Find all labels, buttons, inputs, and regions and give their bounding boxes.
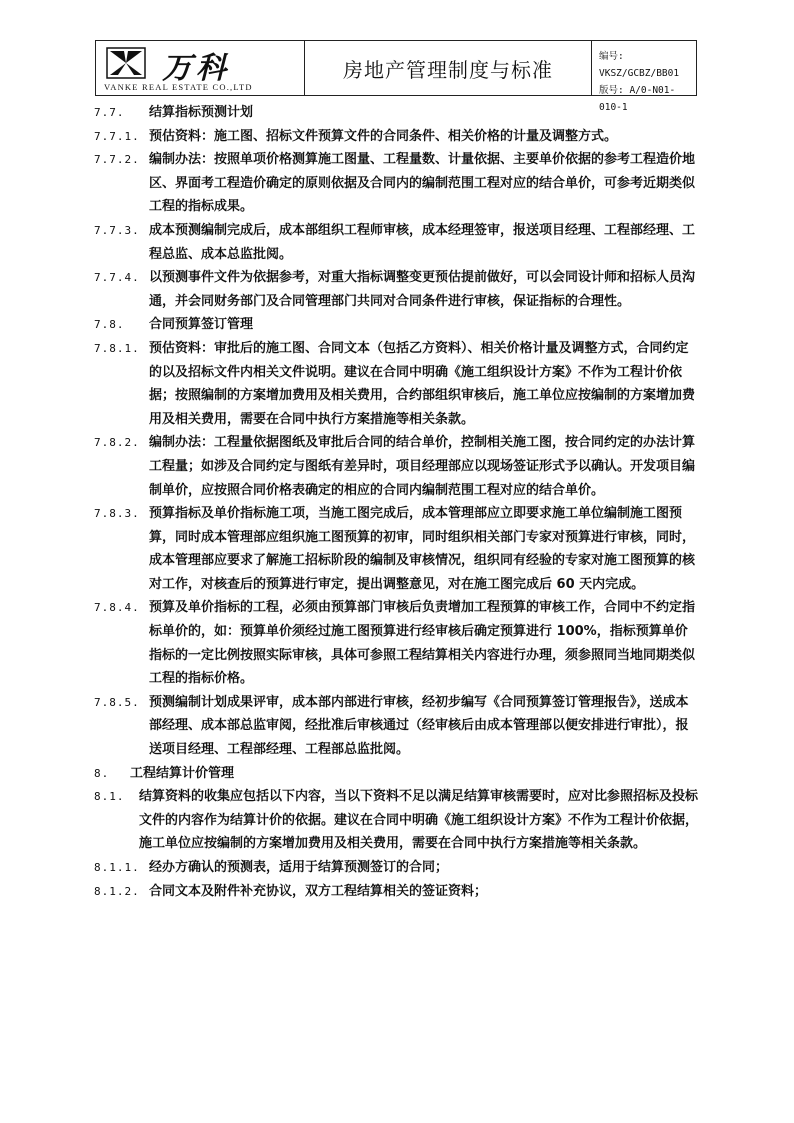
document-meta (592, 41, 696, 113)
clause-text: 预测编制计划成果评审，成本部内部进行审核，经初步编写《合同预算签订管理报告》，送成本部经理、成本部总监审阅，经批准后审核通过（经审核后由成本管理部以便安排进行审批），报送项目经理、工程部经理、工程部总监批阅。 (149, 694, 689, 758)
clause (94, 785, 700, 856)
clause-number: 8.1.2. (94, 884, 140, 898)
section-number: 7.8. (94, 318, 125, 332)
clause-number: 7.8.1. (94, 341, 140, 355)
clause (94, 219, 700, 266)
clause-number: 7.7.3. (94, 223, 140, 237)
clause-number: 7.7.1. (94, 129, 140, 143)
clause-number: 7.8.2. (94, 436, 140, 450)
clause-text: 预算指标及单价指标施工项，当施工图完成后，成本管理部应立即要求施工单位编制施工图预算，同时成本管理部应组织施工图预算的初审，同时组织相关部门专家对预算进行审核，同时，成本管理部应要求了解施工招标阶段的编制及审核情况，组织同有经验的专家对施工图预算的核对工作，对核查后的预算进行审定，提出调整意见，对在施工图完成后 60 天内完成。 (149, 506, 696, 592)
chapter-number: 8. (94, 766, 110, 780)
clause-text: 成本预测编制完成后，成本部组织工程师审核，成本经理签审，报送项目经理、工程部经理、工程总监、成本总监批阅。 (149, 222, 696, 262)
clause (94, 148, 700, 219)
clause-number: 7.7.4. (94, 271, 140, 285)
clause (94, 125, 700, 149)
clause-text: 编制办法：按照单项价格测算施工图量、工程量数、计量依据、主要单价依据的参考工程造价地区、界面考工程造价确定的原则依据及合同内的编制范围工程对应的结合单价，可参考近期类似工程的指标成果。 (149, 152, 696, 215)
clause-text: 编制办法：工程量依据图纸及审批后合同的结合单价，控制相关施工图，按合同约定的办法计算工程量；如涉及合同约定与图纸有差异时，项目经理部应以现场签证形式予以确认。开发项目编制单价，应按照合同价格表确定的相应的合同内编制范围工程对应的结合单价。 (149, 435, 696, 498)
clause (94, 856, 700, 880)
document-body (94, 101, 700, 903)
clause (94, 596, 700, 690)
section-text: 结算指标预测计划 (149, 105, 254, 120)
clause-text: 合同文本及附件补充协议，双方工程结算相关的签证资料； (149, 883, 488, 899)
document-version: 版号: A/0-N01-010-1 (599, 85, 676, 113)
chapter-text: 工程结算计价管理 (130, 765, 235, 781)
chapter-heading (94, 762, 700, 786)
document-code: 编号: VKSZ/GCBZ/BB01 (599, 51, 680, 79)
company-logo (96, 41, 305, 95)
clause (94, 431, 700, 502)
logo-english-name: VANKE REAL ESTATE CO.,LTD (104, 82, 253, 92)
clause (94, 502, 700, 596)
clause-text: 预算及单价指标的工程，必须由预算部门审核后负责增加工程预算的审核工作，合同中不约定指标单价的，如：预算单价须经过施工图预算进行经审核后确定预算进行 100%，指标预算单价指标的一定比例按照实际审核，具体可参照工程结算相关内容进行办理，须参照同当地同期类似工程的指标价格。 (149, 600, 696, 687)
logo-chinese-name: 万科 (162, 51, 230, 86)
section-heading (94, 101, 700, 125)
clause-number: 8.1.1. (94, 861, 140, 874)
clause (94, 337, 700, 431)
clause-text: 以预测事件文件为依据参考，对重大指标调整变更预估提前做好，可以会同设计师和招标人员沟通，并会同财务部门及合同管理部门共同对合同条件进行审核，保证指标的合理性。 (149, 270, 696, 309)
clause-text: 预估资料：施工图、招标文件预算文件的合同条件、相关价格的计量及调整方式。 (149, 128, 618, 144)
clause (94, 880, 700, 904)
vanke-logo-icon (106, 47, 146, 79)
section-heading (94, 313, 700, 337)
clause (94, 266, 700, 313)
clause (94, 691, 700, 762)
section-text: 合同预算签订管理 (149, 317, 254, 333)
section-number: 7.7. (94, 106, 125, 119)
document-title: 房地产管理制度与标准 (305, 41, 592, 95)
clause-number: 7.8.4. (94, 601, 140, 615)
clause-text: 经办方确认的预测表，适用于结算预测签订的合同； (149, 860, 449, 875)
clause-number: 8.1. (94, 790, 125, 804)
clause-text: 预估资料：审批后的施工图、合同文本（包括乙方资料）、相关价格计量及调整方式，合同约定的以及招标文件内相关文件说明。建议在合同中明确《施工组织设计方案》不作为工程计价依据；按照编制的方案增加费用及相关费用，合约部组织审核后，施工单位应按编制的方案增加费用及相关费用，需要在合同中执行方案措施等相关条款。 (149, 340, 696, 427)
clause-number: 7.8.3. (94, 507, 140, 521)
clause-number: 7.7.2. (94, 153, 140, 167)
clause-number: 7.8.5. (94, 695, 140, 709)
clause-text: 结算资料的收集应包括以下内容，当以下资料不足以满足结算审核需要时，应对比参照招标及投标文件的内容作为结算计价的依据。建议在合同中明确《施工组织设计方案》不作为工程计价依据，施工单位应按编制的方案增加费用及相关费用，需要在合同中执行方案措施等相关条款。 (139, 789, 699, 852)
